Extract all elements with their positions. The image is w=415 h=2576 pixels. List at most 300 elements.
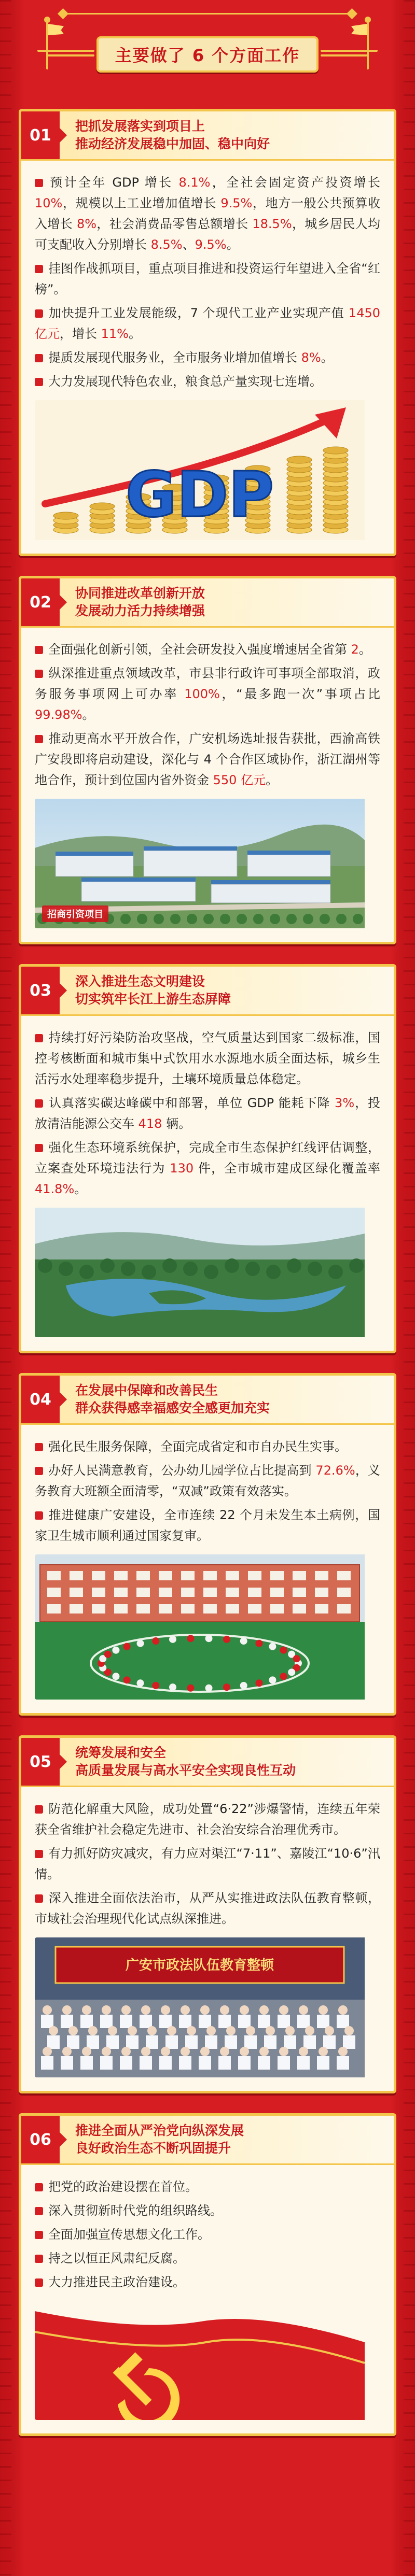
party-emblem-illustration — [35, 2301, 365, 2420]
item-text: 纵深推进重点领域改革，市县非行政许可事项全部取消，政务服务事项网上可办率 — [35, 666, 380, 701]
factory-roof — [56, 852, 133, 856]
officer-head — [43, 2047, 52, 2056]
window — [226, 1588, 239, 1597]
item-text: ，增长 — [60, 327, 101, 341]
section-number: 06 — [21, 2116, 60, 2163]
officer-head — [88, 2026, 98, 2035]
section-heading — [60, 967, 240, 1014]
officer-head — [299, 2005, 308, 2015]
officer-uniform — [41, 2015, 53, 2028]
window — [248, 1571, 261, 1580]
tree — [320, 914, 330, 924]
tree — [120, 914, 131, 924]
officer-head — [102, 2047, 111, 2056]
bullet-item — [35, 2272, 380, 2292]
item-text: 全面加强宣传思想文化工作。 — [48, 2227, 210, 2242]
item-text: 。 — [358, 642, 371, 657]
item-text: 强化民生服务保障，全面完成省定和市自办民生实事。 — [48, 1439, 347, 1454]
officer-head — [299, 2047, 308, 2056]
officer-head — [49, 2026, 58, 2035]
officer-head — [121, 2047, 131, 2056]
section-heading — [60, 1376, 279, 1423]
section-heading — [60, 111, 279, 159]
window — [47, 1588, 61, 1597]
section-header — [21, 1738, 394, 1787]
student — [169, 1636, 176, 1643]
officer-head — [200, 2047, 210, 2056]
officer-head — [319, 2047, 328, 2056]
officer-head — [325, 2026, 334, 2035]
tree — [137, 914, 147, 924]
officer-head — [102, 2005, 111, 2015]
item-text: 强化生态环境系统保护，完成全市生态保护红线评估调整，立案查处环境违法行为 — [35, 1140, 380, 1176]
officer-head — [68, 2026, 78, 2035]
officer-head — [338, 2005, 348, 2015]
tree — [245, 1262, 260, 1276]
section-heading — [60, 578, 214, 626]
bullet-icon — [35, 1805, 43, 1814]
highlight-value: 1450 亿元 — [35, 306, 380, 341]
officer-uniform — [337, 2056, 349, 2070]
officer-uniform — [343, 2035, 355, 2049]
bullet-item — [35, 258, 380, 300]
tree — [349, 1258, 364, 1273]
section-heading-line: 高质量发展与高水平安全实现良性互动 — [75, 1763, 296, 1778]
highlight-value: 10% — [35, 196, 63, 210]
item-text: 推进健康广安建设，全市连续 22 个月未发生本土病例，国家卫生城市顺利通过国家复审。 — [35, 1508, 380, 1543]
officer-uniform — [218, 2056, 231, 2070]
officer-uniform — [278, 2056, 290, 2070]
window — [248, 1588, 261, 1597]
officer-uniform — [120, 2056, 132, 2070]
officer-uniform — [159, 2015, 172, 2028]
item-text: ，社会消费品零售总额增长 — [96, 217, 253, 231]
section-heading-line: 统筹发展和安全 — [75, 1745, 167, 1760]
officer-head — [226, 2026, 236, 2035]
factory-building — [247, 855, 330, 876]
student — [280, 1673, 287, 1680]
bullet-icon — [35, 354, 43, 362]
officer-head — [161, 2047, 170, 2056]
window — [270, 1604, 284, 1613]
officer-head — [82, 2047, 91, 2056]
student — [269, 1676, 276, 1683]
sections-container — [19, 109, 396, 2436]
item-text: 。 — [321, 350, 334, 365]
officer-head — [181, 2047, 190, 2056]
window — [181, 1604, 195, 1613]
window — [70, 1571, 83, 1580]
section-body — [21, 2165, 394, 2433]
flag-icon — [38, 20, 56, 69]
window — [226, 1571, 239, 1580]
bullet-item — [35, 1137, 380, 1199]
bullet-icon — [35, 179, 43, 187]
item-text: 。 — [266, 773, 279, 787]
banner-text: 广安市政法队伍教育整顿 — [125, 1958, 274, 1973]
window — [136, 1571, 150, 1580]
bullet-item — [35, 728, 380, 790]
window — [136, 1604, 150, 1613]
section-body — [21, 1787, 394, 2091]
school-building — [40, 1565, 359, 1622]
window — [293, 1588, 306, 1597]
bullet-item — [35, 1436, 380, 1457]
window — [114, 1571, 128, 1580]
officer-uniform — [140, 2015, 152, 2028]
item-text: 深入推进全面依法治市，从严从实推进政法队伍教育整顿，市域社会治理现代化试点纵深推进。 — [35, 1891, 380, 1926]
ecology-illustration — [35, 1208, 380, 1337]
officer-head — [319, 2005, 328, 2015]
bullet-item — [35, 303, 380, 344]
section-header — [21, 967, 394, 1016]
factory-building — [144, 851, 237, 876]
highlight-value: 130 — [170, 1161, 194, 1176]
window — [315, 1588, 328, 1597]
bullet-item — [35, 1505, 380, 1546]
page-title: 主要做了 6 个方面工作 — [115, 46, 300, 65]
window — [203, 1604, 217, 1613]
coin-stack-icon — [287, 456, 312, 463]
student — [269, 1643, 276, 1650]
section-card — [19, 576, 396, 944]
item-text: ，全社会固定资产投资增长 — [210, 175, 381, 190]
student — [205, 1685, 213, 1692]
window — [92, 1588, 105, 1597]
officer-uniform — [199, 2015, 211, 2028]
officer-head — [279, 2005, 288, 2015]
bullet-icon — [35, 309, 43, 318]
economy-illustration — [35, 400, 380, 540]
section-heading-line: 推动经济发展稳中加固、稳中向好 — [75, 136, 270, 151]
officer-head — [147, 2026, 157, 2035]
officer-uniform — [47, 2035, 60, 2049]
factory-building — [56, 856, 133, 876]
bullet-item — [35, 663, 380, 725]
student — [223, 1636, 230, 1643]
window — [315, 1604, 328, 1613]
officer-head — [121, 2005, 131, 2015]
party-illustration — [35, 2301, 380, 2420]
officer-uniform — [238, 2015, 251, 2028]
officer-head — [259, 2005, 269, 2015]
section-header — [21, 578, 394, 628]
officer-uniform — [337, 2015, 349, 2028]
officer-uniform — [317, 2056, 329, 2070]
tree — [170, 914, 181, 924]
student — [112, 1673, 119, 1680]
officer-head — [285, 2026, 295, 2035]
tree — [79, 1265, 94, 1279]
officer-uniform — [225, 2035, 237, 2049]
student — [240, 1682, 247, 1689]
bullet-item — [35, 2176, 380, 2197]
section-body — [21, 628, 394, 942]
section-heading-line: 推进全面从严治党向纵深发展 — [75, 2123, 244, 2138]
bullet-item — [35, 1888, 380, 1929]
officer-head — [161, 2005, 170, 2015]
student — [205, 1635, 213, 1642]
window — [159, 1588, 172, 1597]
officer-uniform — [100, 2056, 113, 2070]
tree — [237, 914, 247, 924]
section-body — [21, 161, 394, 554]
officer-head — [141, 2005, 150, 2015]
item-text: 。 — [226, 237, 239, 252]
officer-uniform — [179, 2015, 191, 2028]
officer-uniform — [199, 2056, 211, 2070]
window — [337, 1571, 351, 1580]
section-number: 05 — [21, 1738, 60, 1786]
student — [152, 1637, 159, 1645]
officer-head — [338, 2047, 348, 2056]
section-heading-line: 在发展中保障和改善民生 — [75, 1383, 218, 1398]
section-heading-line: 把抓发展落实到项目上 — [75, 119, 205, 134]
officer-uniform — [61, 2015, 73, 2028]
item-text: ，地方一般公共预算收入增长 — [35, 196, 380, 231]
section-number: 04 — [21, 1376, 60, 1423]
bullet-icon — [35, 1443, 43, 1451]
tree — [203, 914, 214, 924]
officer-head — [62, 2047, 72, 2056]
item-text: 深入贯彻新时代党的组织路线。 — [48, 2203, 223, 2218]
school-sports-photo — [35, 1554, 365, 1700]
item-text: ，义务教育大班额全面清零，“双减”政策有效落实。 — [35, 1463, 381, 1498]
window — [114, 1588, 128, 1597]
section-header — [21, 1376, 394, 1425]
officer-uniform — [258, 2015, 270, 2028]
bullet-icon — [35, 1894, 43, 1903]
tree — [183, 1262, 198, 1276]
tree — [142, 1265, 156, 1279]
item-text: 全面强化创新引领，全社会研发投入强度增速居全省第 — [48, 642, 351, 657]
highlight-value: 8% — [76, 217, 97, 231]
bullet-item — [35, 1093, 380, 1134]
window — [293, 1604, 306, 1613]
highlight-value: 8.1% — [178, 175, 211, 190]
window — [47, 1604, 61, 1613]
tree — [328, 1265, 343, 1279]
item-text: 防范化解重大风险，成功处置“6·22”涉爆警情，连续五年荣获全省维护社会稳定先进市、社会治安综合治理优秀市。 — [35, 1802, 380, 1837]
tree — [270, 914, 280, 924]
section-heading — [60, 1738, 305, 1786]
police-ceremony-photo — [35, 1937, 365, 2077]
officer-uniform — [297, 2056, 310, 2070]
officer-uniform — [323, 2035, 336, 2049]
lake-landscape-photo — [35, 1208, 365, 1337]
window — [270, 1588, 284, 1597]
section-heading — [60, 2116, 253, 2163]
bullet-icon — [35, 670, 43, 678]
bullet-item — [35, 639, 380, 660]
window — [47, 1571, 61, 1580]
section-body — [21, 1425, 394, 1713]
item-text: ，城乡居民人均可支配收入分别增长 — [35, 217, 380, 252]
tree — [286, 914, 297, 924]
photo-caption: 招商引资项目 — [42, 905, 108, 922]
tree — [266, 1265, 281, 1279]
tree — [121, 1262, 135, 1276]
item-text: 预计全年 GDP 增长 — [48, 175, 179, 190]
officer-uniform — [120, 2015, 132, 2028]
bullet-icon — [35, 2278, 43, 2287]
education-illustration — [35, 1554, 380, 1700]
officer-uniform — [205, 2035, 217, 2049]
student — [256, 1679, 263, 1687]
item-text: ，“最多跑一次”事项占比 — [219, 687, 380, 701]
window — [203, 1571, 217, 1580]
window — [70, 1604, 83, 1613]
student — [136, 1640, 144, 1647]
student — [169, 1683, 176, 1691]
sports-field — [35, 1622, 365, 1700]
item-text: 推动更高水平开放合作，广安机场选址报告获批，西渝高铁广安段即将启动建设，深化与 4 个合作区域协作，浙江湖州等地合作，预计到位国内省外资金 — [35, 731, 380, 787]
factory-roof — [247, 851, 330, 855]
officer-head — [200, 2005, 210, 2015]
officer-uniform — [165, 2035, 178, 2049]
item-text: 加快提升工业发展能级，7 个现代工业产业实现产值 — [48, 306, 349, 320]
tree — [253, 914, 264, 924]
officer-head — [266, 2026, 275, 2035]
tree — [187, 914, 197, 924]
industry-illustration — [35, 799, 380, 928]
officer-uniform — [126, 2035, 139, 2049]
bullet-item — [35, 1843, 380, 1885]
section-heading-line: 协同推进改革创新开放 — [75, 586, 205, 601]
officer-uniform — [264, 2035, 276, 2049]
window — [136, 1588, 150, 1597]
window — [337, 1604, 351, 1613]
window — [92, 1604, 105, 1613]
bullet-item — [35, 2224, 380, 2245]
highlight-value: 11% — [101, 327, 129, 341]
section-number: 03 — [21, 967, 60, 1014]
tree — [353, 914, 363, 924]
section-header — [21, 111, 394, 161]
item-text: 、 — [182, 237, 195, 252]
highlight-value: 18.5% — [252, 217, 292, 231]
window — [315, 1571, 328, 1580]
highlight-value: 9.5% — [220, 196, 253, 210]
coin-stack-icon — [90, 503, 115, 510]
highlight-value: 9.5% — [195, 237, 227, 252]
officer-head — [206, 2026, 216, 2035]
officer-head — [240, 2005, 249, 2015]
officer-head — [220, 2047, 229, 2056]
officer-uniform — [258, 2056, 270, 2070]
coin-stack-icon — [323, 447, 348, 454]
officer-uniform — [218, 2015, 231, 2028]
bullet-item — [35, 2200, 380, 2221]
officer-uniform — [179, 2056, 191, 2070]
item-text: 辆。 — [162, 1116, 191, 1131]
highlight-value: 8% — [301, 350, 321, 365]
student — [293, 1655, 300, 1662]
officer-head — [305, 2026, 314, 2035]
officer-uniform — [61, 2056, 73, 2070]
bullet-item — [35, 2248, 380, 2269]
officer-head — [62, 2005, 72, 2015]
tree — [287, 1258, 301, 1273]
officer-head — [108, 2026, 117, 2035]
item-text: ，投放清洁能源公交车 — [35, 1096, 381, 1131]
section-number: 02 — [21, 578, 60, 626]
bullet-icon — [35, 265, 43, 273]
officer-uniform — [159, 2056, 172, 2070]
officer-head — [259, 2047, 269, 2056]
officer-head — [344, 2026, 354, 2035]
officer-uniform — [284, 2035, 296, 2049]
item-text: 持续打好污染防治攻坚战，空气质量达到国家二级标准，国控考核断面和城市集中式饮用水水源地水质全面达标，城乡生活污水处理率稳步提升，土壤环境质量总体稳定。 — [35, 1030, 380, 1086]
student — [288, 1668, 295, 1676]
section-heading-line: 发展动力活力持续增强 — [75, 603, 205, 618]
item-text: 。 — [128, 327, 141, 341]
bullet-icon — [35, 1099, 43, 1108]
student — [104, 1651, 112, 1658]
window — [337, 1588, 351, 1597]
student — [240, 1637, 247, 1645]
student — [280, 1647, 287, 1654]
officer-head — [141, 2047, 150, 2056]
tree — [162, 1258, 177, 1273]
student — [136, 1679, 144, 1687]
item-text: 提质发展现代服务业，全市服务业增加值增长 — [48, 350, 301, 365]
officer-uniform — [80, 2056, 93, 2070]
section-card — [19, 1373, 396, 1716]
section-heading-line: 切实筑牢长江上游生态屏障 — [75, 992, 231, 1007]
student — [112, 1647, 119, 1654]
bullet-icon — [35, 2255, 43, 2263]
window — [181, 1588, 195, 1597]
bullet-item — [35, 1460, 380, 1502]
bullet-item — [35, 1799, 380, 1840]
highlight-value: 3% — [335, 1096, 355, 1110]
bullet-icon — [35, 2207, 43, 2215]
highlight-value: 418 — [138, 1116, 162, 1131]
officer-head — [181, 2005, 190, 2015]
item-text: 件，全市城市建成区绿化覆盖率 — [193, 1161, 380, 1176]
window — [226, 1604, 239, 1613]
window — [270, 1571, 284, 1580]
officer-uniform — [100, 2015, 113, 2028]
bullet-item — [35, 172, 380, 255]
officer-head — [128, 2026, 137, 2035]
window — [293, 1571, 306, 1580]
header — [19, 0, 396, 109]
section-heading-line: 良好政治生态不断巩固提升 — [75, 2141, 231, 2156]
coin-stack-icon — [53, 512, 78, 519]
officer-uniform — [140, 2056, 152, 2070]
officer-uniform — [80, 2015, 93, 2028]
officer-head — [279, 2047, 288, 2056]
bullet-icon — [35, 2231, 43, 2239]
tree — [336, 914, 347, 924]
window — [159, 1604, 172, 1613]
window — [114, 1604, 128, 1613]
officer-uniform — [106, 2035, 119, 2049]
section-card — [19, 2113, 396, 2436]
officer-head — [167, 2026, 176, 2035]
bullet-icon — [35, 378, 43, 386]
officer-uniform — [297, 2015, 310, 2028]
bullet-icon — [35, 1511, 43, 1520]
student — [123, 1643, 131, 1650]
officer-uniform — [67, 2035, 79, 2049]
officer-uniform — [41, 2056, 53, 2070]
officer-head — [240, 2047, 249, 2056]
header-wing-ornament — [321, 50, 378, 59]
item-text: 持之以恒正风肃纪反腐。 — [48, 2251, 185, 2266]
